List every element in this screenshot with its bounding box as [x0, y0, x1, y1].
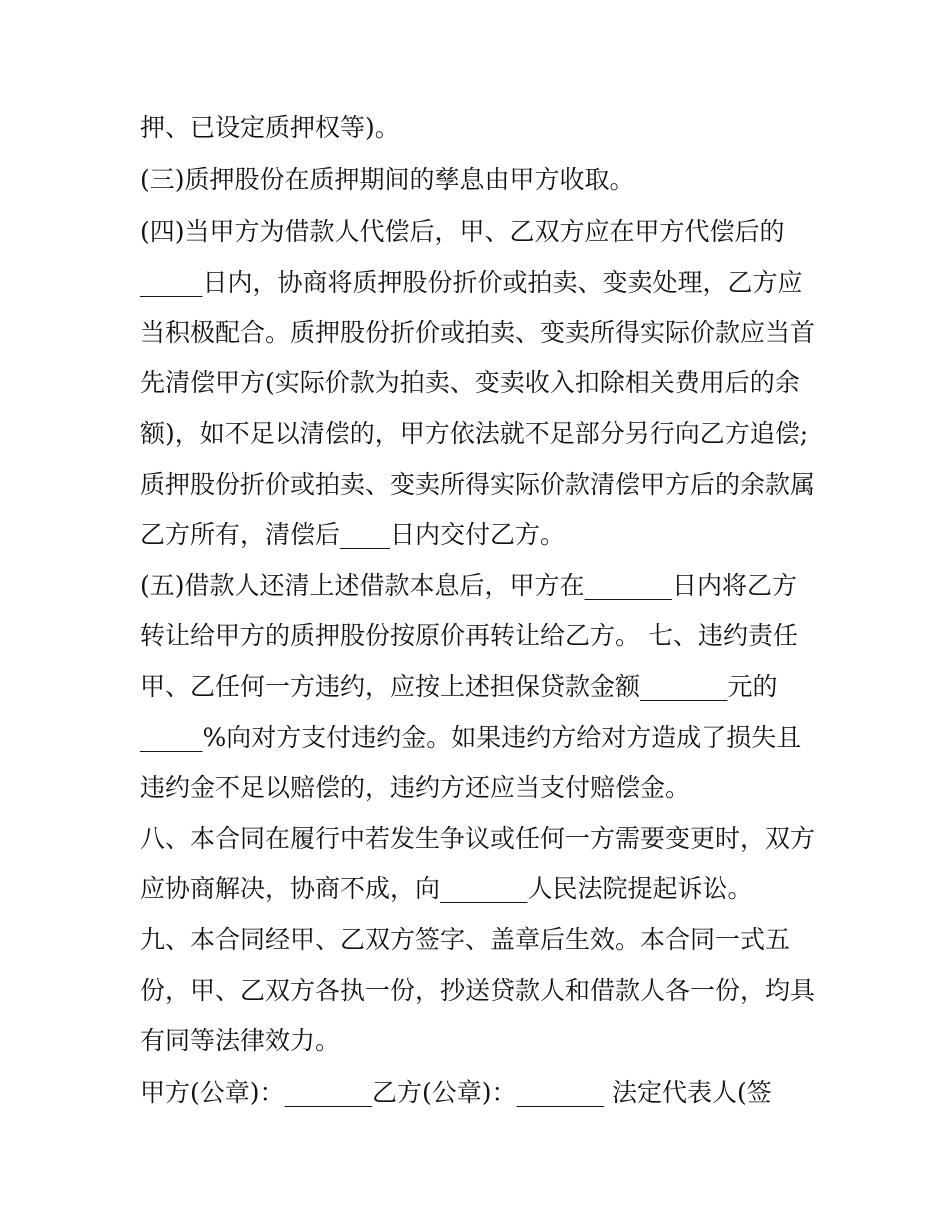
text-line: 甲、乙任何一方违约，应按上述担保贷款金额_______元的: [140, 672, 778, 701]
text-line: 当积极配合。质押股份折价或拍卖、变卖所得实际价款应当首: [140, 318, 816, 347]
text-line: (四)当甲方为借款人代偿后，甲、乙双方应在甲方代偿后的: [140, 217, 785, 246]
text-line: 有同等法律效力。: [140, 1026, 341, 1055]
text-line: 九、本合同经甲、乙双方签字、盖章后生效。本合同一式五: [140, 925, 791, 954]
text-line: 额)，如不足以清偿的，甲方依法就不足部分另行向乙方追偿;: [140, 419, 809, 448]
text-line: 违约金不足以赔偿的，违约方还应当支付赔偿金。: [140, 773, 691, 802]
text-line: 质押股份折价或拍卖、变卖所得实际价款清偿甲方后的余款属: [140, 470, 816, 499]
text-line: 乙方所有，清偿后____日内交付乙方。: [140, 520, 566, 549]
text-line: 甲方(公章)：_______乙方(公章)：_______ 法定代表人(签: [140, 1078, 772, 1107]
text-line: (五)借款人还清上述借款本息后，甲方在_______日内将乙方: [140, 571, 798, 600]
text-line: _____日内，协商将质押股份折价或拍卖、变卖处理，乙方应: [140, 268, 803, 297]
text-line: 应协商解决，协商不成，向_______人民法院提起诉讼。: [140, 874, 753, 903]
text-line: 押、已设定质押权等)。: [140, 113, 400, 142]
text-line: (三)质押股份在质押期间的孳息由甲方收取。: [140, 165, 635, 194]
text-line: _____%向对方支付违约金。如果违约方给对方造成了损失且: [140, 723, 802, 752]
text-line: 转让给甲方的质押股份按原价再转让给乙方。 七、违约责任: [140, 621, 798, 650]
text-line: 份，甲、乙双方各执一份，抄送贷款人和借款人各一份，均具: [140, 976, 816, 1005]
text-line: 先清偿甲方(实际价款为拍卖、变卖收入扣除相关费用后的余: [140, 368, 800, 397]
text-line: 八、本合同在履行中若发生争议或任何一方需要变更时，双方: [140, 824, 816, 853]
